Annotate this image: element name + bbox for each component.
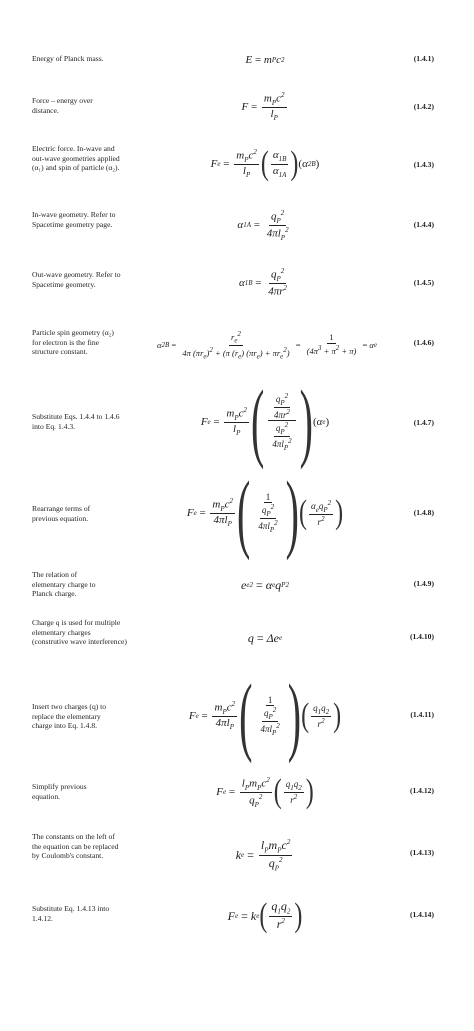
description-9: The relation of elementary charge to Planck charge. bbox=[32, 570, 96, 599]
description-8: Rearrange terms of previous equation. bbox=[32, 504, 91, 523]
equation-1-8: F e = $\frac{m_Pc^2}{4\pi l_P}$ ( $\frac{1}{\frac{q_P^2}{4\pi l_P^2}}$ ) ( $\frac{\alpha_eq_P^2}{r^2}$ ) bbox=[186, 462, 344, 562]
equation-1-14: F e = k e ( $\frac{q_1q_2}{r^2}$ ) bbox=[227, 897, 303, 935]
description-12: Simplify previous equation. bbox=[32, 782, 87, 801]
equation-number-14: (1.4.14) bbox=[409, 910, 434, 919]
equation-1-2: F = $\frac{m_Pc^2}{l_P}$ bbox=[241, 91, 285, 123]
equation-1-5: α 1B = $\frac{q_P^2}{4\pi r^2}$ bbox=[238, 267, 288, 298]
equation-number-3: (1.4.3) bbox=[413, 160, 434, 169]
equation-number-1: (1.4.1) bbox=[413, 54, 434, 63]
description-14: Substitute Eq. 1.4.13 into 1.4.12. bbox=[32, 904, 110, 923]
description-11: Insert two charges (q) to replace the elementary charge into Eq. 1.4.8. bbox=[32, 702, 107, 731]
description-3: Electric force. In-wave and out-wave geometries applied (α₁) and spin of particle (α₂). bbox=[32, 144, 120, 173]
equation-1-12: F e = $\frac{l_Pm_Pc^2}{q_P^2}$ ( $\frac{q_1q_2}{r^2}$ ) bbox=[216, 773, 314, 811]
equation-number-11: (1.4.11) bbox=[410, 710, 434, 719]
description-13: The constants on the left of the equation can be replaced by Coulomb's constant. bbox=[32, 832, 119, 861]
description-2: Force – energy over distance. bbox=[32, 96, 93, 115]
description-10: Charge q is used for multiple elementary charges (construtive wave interference) bbox=[32, 618, 127, 647]
equation-1-13: k e = $\frac{l_Pm_Pc^2}{q_P^2}$ bbox=[235, 838, 291, 872]
description-6: Particle spin geometry (α₂) for electron is the fine structure constant. bbox=[32, 328, 114, 357]
equation-1-7: F e = $\frac{m_Pc^2}{l_P}$ ( $\frac{\frac{q_P^2}{4\pi r^2}}{\frac{q_P^2}{4\pi l_P^2}}$ ) ( α e ) bbox=[200, 371, 330, 471]
equation-1-6: α 2B = $\frac{r_e^2}{4\pi (\pi r_e)^2 + (\pi (r_e) (\pi r_e) + \pi r_e^2)}$ = $\frac{1}{(4\pi^3 + \pi^2 + \pi)}$ = α e bbox=[157, 329, 377, 361]
description-7: Substitute Eqs. 1.4.4 to 1.4.6 into Eq. 1.4.3. bbox=[32, 412, 120, 431]
equation-number-2: (1.4.2) bbox=[413, 102, 434, 111]
equation-number-7: (1.4.7) bbox=[413, 418, 434, 427]
equation-number-6: (1.4.6) bbox=[413, 338, 434, 347]
description-4: In-wave geometry. Refer to Spacetime geometry page. bbox=[32, 210, 116, 229]
equation-1-3: F e = $\frac{m_Pc^2}{l_P}$ ( $\frac{\alpha_{1B}}{\alpha_{1A}}$ ) ( α 2B ) bbox=[210, 145, 320, 183]
equation-number-9: (1.4.9) bbox=[413, 579, 434, 588]
equation-number-4: (1.4.4) bbox=[413, 220, 434, 229]
equation-1-1: E = m P c 2 bbox=[245, 54, 285, 66]
equation-1-11: F e = $\frac{m_Pc^2}{4\pi l_P}$ ( $\frac{1}{\frac{q_P^2}{4\pi l_P^2}}$ ) ( $\frac{q_1q_2}{r^2}$ ) bbox=[188, 665, 342, 765]
description-1: Energy of Planck mass. bbox=[32, 54, 104, 63]
equation-number-12: (1.4.12) bbox=[409, 786, 434, 795]
description-5: Out-wave geometry. Refer to Spacetime geometry. bbox=[32, 270, 121, 289]
equation-number-13: (1.4.13) bbox=[409, 848, 434, 857]
equation-number-5: (1.4.5) bbox=[413, 278, 434, 287]
equation-1-9: e e 2 = α e q P 2 bbox=[241, 577, 289, 592]
equation-1-4: α 1A = $\frac{q_P^2}{4\pi l_P^2}$ bbox=[237, 208, 289, 242]
equation-1-10: q = Δe e bbox=[247, 630, 283, 645]
equation-number-10: (1.4.10) bbox=[409, 632, 434, 641]
equation-number-8: (1.4.8) bbox=[413, 508, 434, 517]
